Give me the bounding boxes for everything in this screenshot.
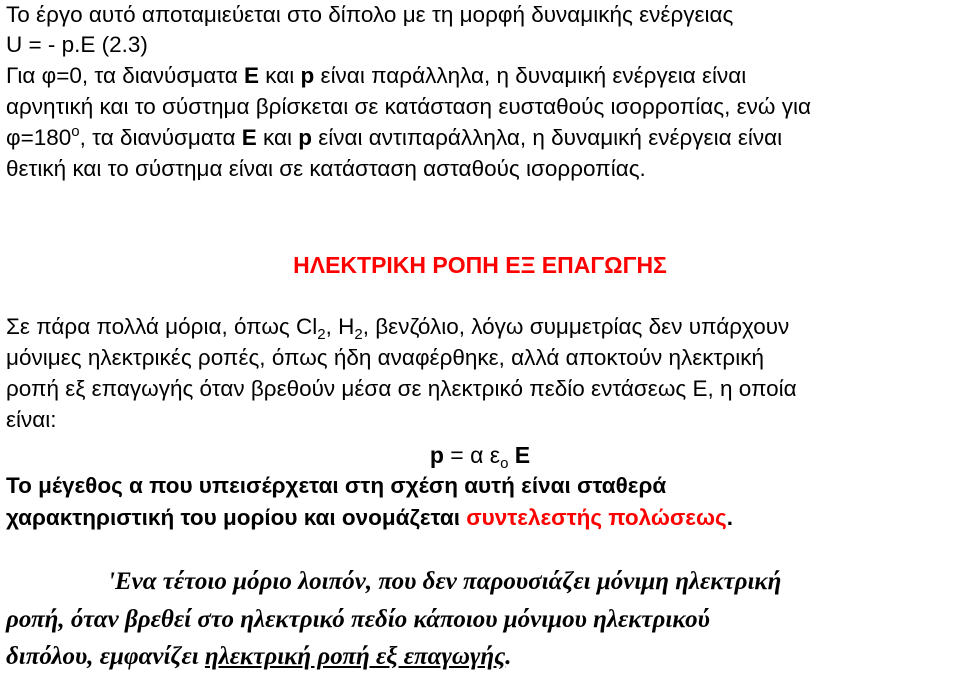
text-run: φ=180 [6, 125, 72, 150]
highlighted-term: συντελεστής πολώσεως [466, 505, 727, 530]
text-run: και [256, 125, 299, 150]
subscript: 2 [317, 326, 326, 343]
vector-symbol: p [300, 63, 315, 88]
text-line: μόνιμες ηλεκτρικές ροπές, όπως ήδη αναφέρθηκε, αλλά αποκτούν ηλεκτρική [6, 345, 764, 370]
equation-line: U = - p.E (2.3) [6, 32, 148, 57]
formula-symbol: E [508, 442, 531, 468]
text-run: Για φ=0, τα διανύσματα [6, 63, 245, 88]
vector-symbol: E [244, 63, 260, 88]
text-run: χαρακτηριστική του μορίου και ονομάζεται [6, 505, 467, 530]
formula [0, 440, 960, 470]
text-line [6, 312, 789, 342]
text-run: και [259, 63, 301, 88]
text-line: Το μέγεθος α που υπεισέρχεται στη σχέση αυτή είναι σταθερά [6, 473, 667, 498]
formula-text: = α ε [443, 442, 501, 468]
superscript: ο [71, 123, 80, 140]
text-line: αρνητική και το σύστημα βρίσκεται σε κατάσταση ευσταθούς ισορροπίας, ενώ για [6, 94, 811, 119]
text-run: διπόλου, εμφανίζει [6, 643, 205, 670]
text-line: ροπή εξ επαγωγής όταν βρεθούν μέσα σε ηλεκτρικό πεδίο εντάσεως Ε, η οποία [6, 376, 797, 401]
text-line [6, 123, 782, 153]
italic-line: 'Ενα τέτοιο μόριο λοιπόν, που δεν παρουσιάζει μόνιμη ηλεκτρική [108, 568, 782, 595]
text-run: , τα διανύσματα [79, 125, 242, 150]
underlined-term: ηλεκτρική ροπή εξ επαγωγής [204, 643, 506, 670]
text-line: Το έργο αυτό αποταμιεύεται στο δίπολο με τη μορφή δυναμικής ενέργειας [6, 2, 734, 27]
subscript: 2 [354, 326, 363, 343]
vector-symbol: p [298, 125, 312, 150]
subscript: o [500, 455, 509, 472]
vector-symbol: E [241, 125, 257, 150]
text-run: Σε πάρα πολλά μόρια, όπως Cl [6, 314, 318, 339]
text-run: είναι αντιπαράλληλα, η δυναμική ενέργεια είναι [311, 125, 783, 150]
text-run: , H [325, 314, 355, 339]
text-line: θετική και το σύστημα είναι σε κατάσταση ασταθούς ισορροπίας. [6, 156, 646, 181]
italic-line: ροπή, όταν βρεθεί στο ηλεκτρικό πεδίο κάποιου μόνιμου ηλεκτρικού [6, 606, 710, 633]
text-run: . [726, 505, 733, 530]
text-line [6, 61, 746, 91]
text-line: είναι: [6, 407, 57, 432]
text-run: , βενζόλιο, λόγω συμμετρίας δεν υπάρχουν [362, 314, 790, 339]
formula-symbol: p [429, 442, 444, 468]
text-run: είναι παράλληλα, η δυναμική ενέργεια είναι [314, 63, 747, 88]
section-heading: ΗΛΕΚΤΡΙΚΗ ΡΟΠΗ ΕΞ ΕΠΑΓΩΓΗΣ [293, 252, 667, 278]
text-run: . [505, 643, 512, 670]
text-line [6, 503, 733, 533]
italic-line [6, 641, 511, 673]
